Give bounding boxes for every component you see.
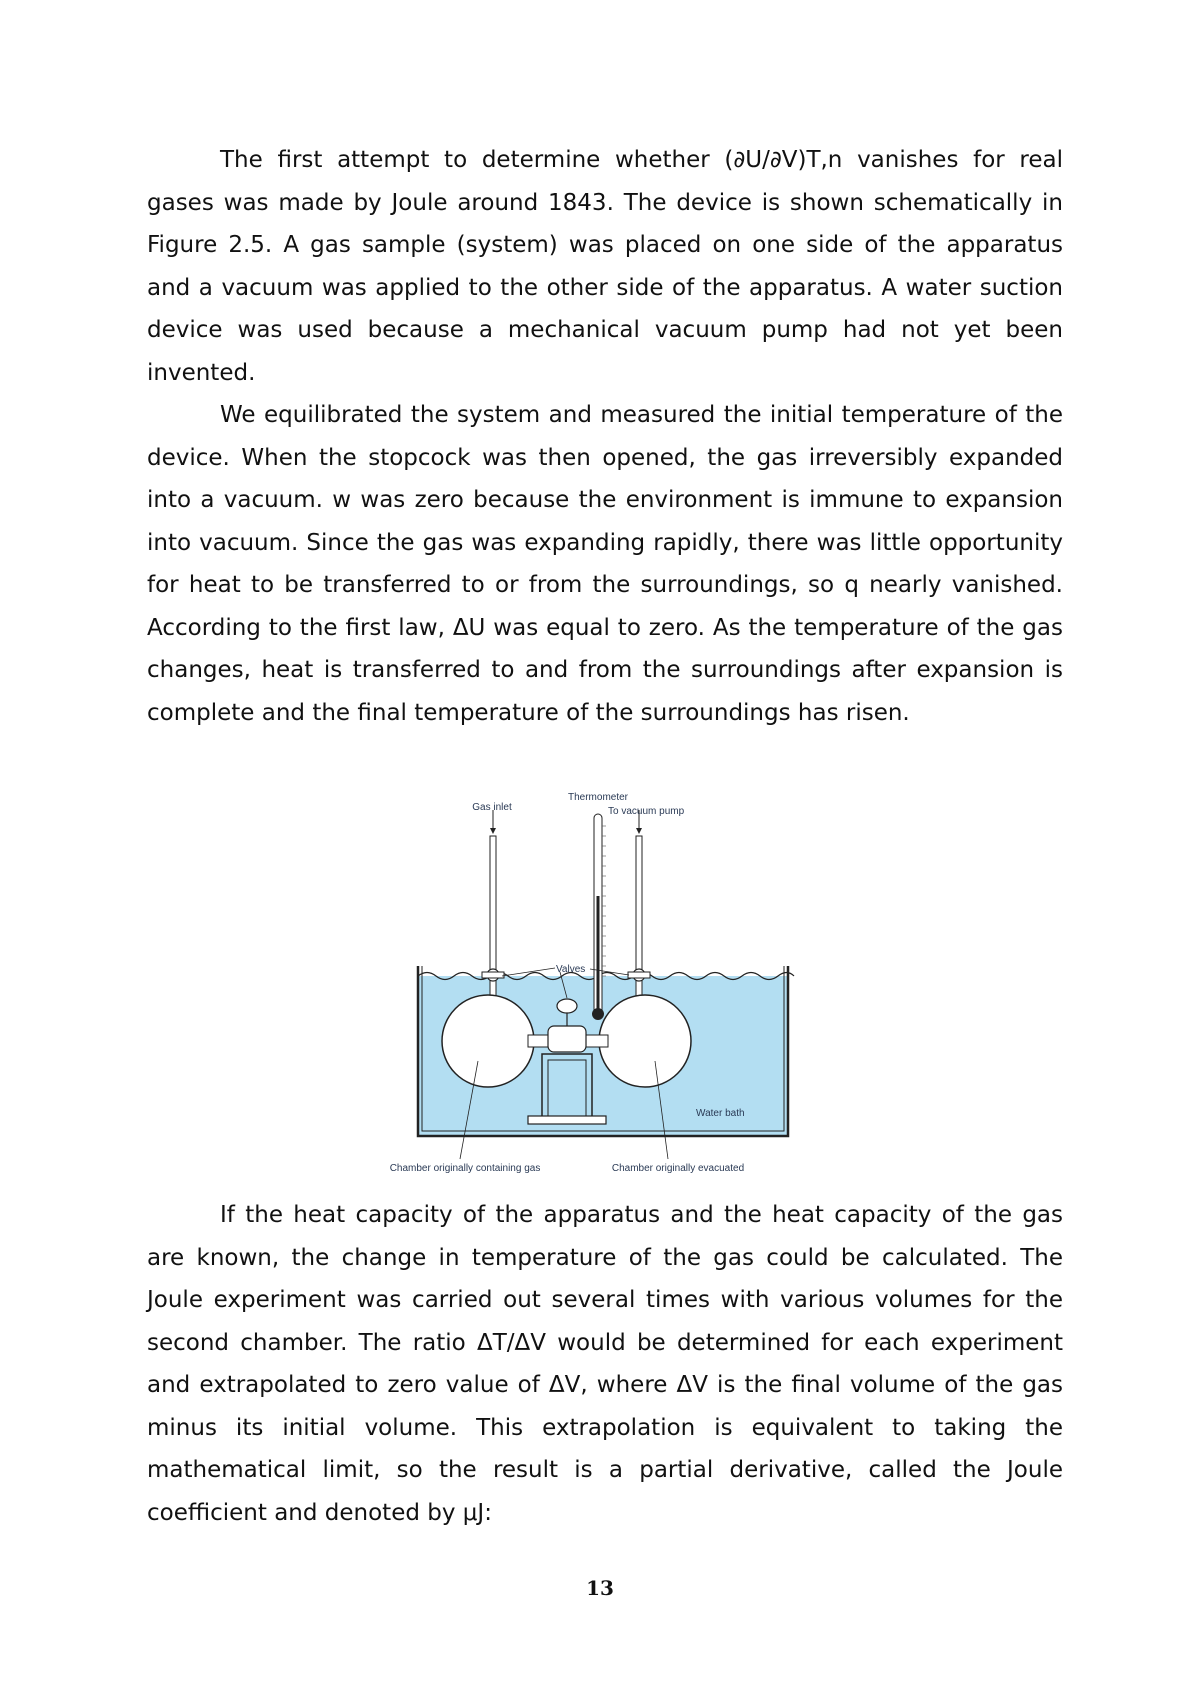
joule-apparatus-figure — [389, 786, 805, 1181]
label-water-bath: Water bath — [696, 1108, 745, 1119]
paragraph: The first attempt to determine whether (∂U/∂V)T,n vanishes for real gases was made by Joule around 1843. The device is shown schematically in Figure 2.5. A gas sample (system) was placed on one side of the apparatus and a vacuum was applied to the other side of the apparatus. A water suction device was used because a mechanical vacuum pump had not yet been invented. — [147, 147, 1063, 386]
label-chamber-gas: Chamber originally containing gas — [389, 1163, 541, 1174]
stopcock-handle — [557, 999, 577, 1013]
label-thermometer: Thermometer — [567, 792, 629, 803]
joule-apparatus-diagram — [389, 786, 805, 1181]
stopcock-body — [548, 1026, 586, 1052]
label-gas-inlet: Gas inlet — [472, 802, 512, 813]
paragraph: We equilibrated the system and measured the initial temperature of the device. When the stopcock was then opened, the gas irreversibly expanded into a vacuum. w was zero because the environment is immune to expansion into vacuum. Since the gas was expanding rapidly, there was little opportunity for heat to be transferred to or from the surroundings, so q nearly vanished. According to the first law, ΔU was equal to zero. As the temperature of the gas changes, heat is transferred to and from the surroundings after expansion is complete and the final temperature of the surroundings has risen. — [147, 402, 1063, 726]
paragraph: If the heat capacity of the apparatus and the heat capacity of the gas are known, the change in temperature of the gas could be calculated. The Joule experiment was carried out several times with various volumes for the second chamber. The ratio ΔT/ΔV would be determined for each experiment and extrapolated to zero value of ΔV, where ΔV is the final volume of the gas minus its initial volume. This extrapolation is equivalent to taking the mathematical limit, so the result is a partial derivative, called the Joule coefficient and denoted by μJ: — [147, 1202, 1063, 1526]
label-chamber-evacuated: Chamber originally evacuated — [611, 1163, 745, 1174]
label-valves: Valves — [556, 964, 586, 975]
chamber-evacuated — [599, 995, 691, 1087]
chamber-gas — [442, 995, 534, 1087]
label-to-vacuum-pump: To vacuum pump — [608, 806, 685, 817]
page-number: 13 — [586, 1576, 614, 1600]
text-block-bottom — [147, 1194, 1063, 1534]
text-block-top — [147, 139, 1063, 734]
